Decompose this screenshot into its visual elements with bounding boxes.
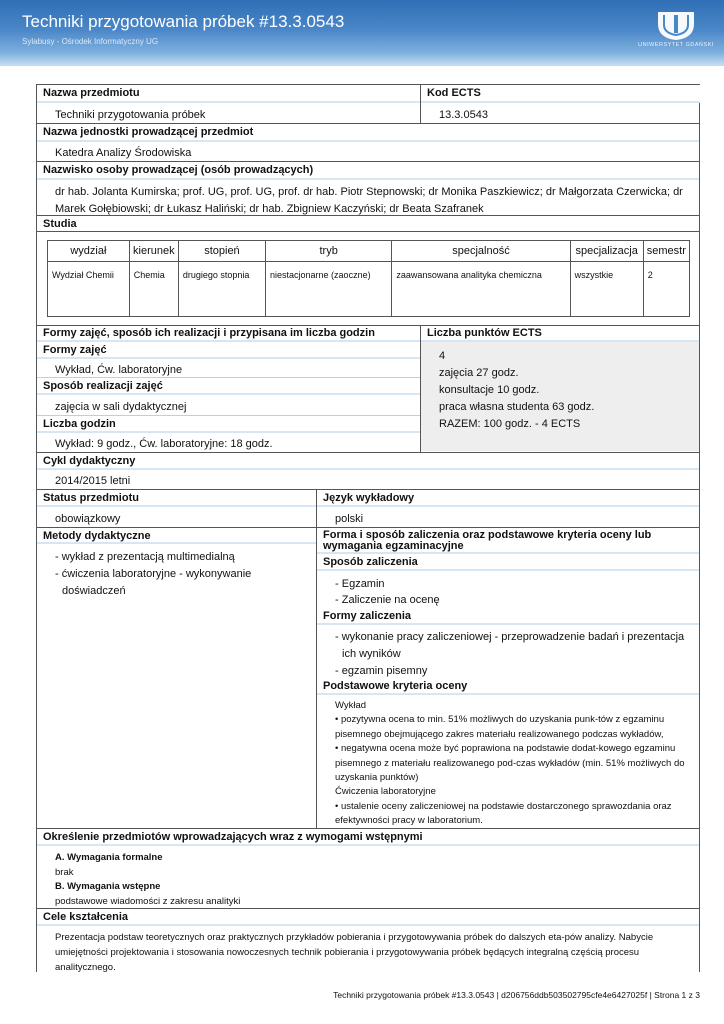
- formal-req-value: brak: [55, 866, 74, 878]
- assessment-way-label: Sposób zaliczenia: [317, 554, 699, 571]
- criteria-line: efektywności pracy w laboratorium.: [335, 815, 483, 827]
- studies-cell: niestacjonarne (zaoczne): [266, 262, 392, 317]
- criteria-line: uzyskania punktów): [335, 772, 419, 784]
- ects-line: RAZEM: 100 godz. - 4 ECTS: [439, 418, 581, 430]
- methods-item-continuation: doświadczeń: [62, 585, 126, 597]
- assessment-forms-item: - wykonanie pracy zaliczeniowej - przeprowadzenie badań i prezentacja: [335, 631, 685, 643]
- assessment-way-list: [317, 576, 699, 608]
- class-forms-value: Wykład, Ćw. laboratoryjne: [55, 364, 183, 376]
- page-subtitle: Sylabusy - Ośrodek Informatyczny UG: [22, 37, 159, 46]
- goals-line: Prezentacja podstaw teoretycznych oraz praktycznych przykładów pobierania i przygotowywania próbek do dalszych eta-pów analizy. Nabycie: [55, 932, 654, 943]
- criteria-line: Ćwiczenia laboratoryjne: [335, 786, 436, 798]
- methods-item: - ćwiczenia laboratoryjne - wykonywanie: [55, 568, 252, 580]
- criteria-line: • pozytywna ocena to min. 51% możliwych do uzyskania punk-tów z egzaminu: [335, 714, 665, 726]
- goals-line: analitycznego.: [55, 962, 116, 973]
- studies-cell: Wydział Chemii: [48, 262, 130, 317]
- studies-header-cell: specjalizacja: [570, 241, 643, 262]
- ects-code-label: Kod ECTS: [421, 85, 700, 103]
- studies-cell: zaawansowana analityka chemiczna: [392, 262, 570, 317]
- methods-list: [37, 549, 316, 600]
- hours-value: Wykład: 9 godz., Ćw. laboratoryjne: 18 godz.: [55, 438, 273, 450]
- methods-label: Metody dydaktyczne: [37, 528, 316, 544]
- assessment-way-item: - Egzamin: [335, 578, 385, 590]
- ects-line: zajęcia 27 godz.: [439, 367, 519, 379]
- ects-line: konsultacje 10 godz.: [439, 384, 540, 396]
- assessment-forms-item-continuation: ich wyników: [342, 648, 401, 660]
- assessment-forms-label: Formy zaliczenia: [317, 608, 699, 625]
- studies-header-cell: specjalność: [392, 241, 570, 262]
- forms-section-label: Formy zajęć, sposób ich realizacji i przypisana im liczba godzin: [37, 326, 420, 342]
- studies-header-row: [48, 241, 690, 262]
- studies-header-cell: kierunek: [129, 241, 178, 262]
- ects-line: 4: [439, 350, 446, 362]
- course-name-label: Nazwa przedmiotu: [37, 85, 420, 103]
- criteria-line: • ustalenie oceny zaliczeniowej na podstawie dostarczonego sprawozdania oraz: [335, 800, 672, 812]
- assessment-forms-list: [317, 629, 699, 680]
- studies-header-cell: tryb: [266, 241, 392, 262]
- studies-cell: Chemia: [129, 262, 178, 317]
- studies-header-cell: wydział: [48, 241, 130, 262]
- studies-header-cell: semestr: [643, 241, 689, 262]
- criteria-label: Podstawowe kryteria oceny: [317, 678, 699, 695]
- university-emblem-icon: [636, 8, 716, 42]
- goals-line: umiejętności projektowania i stosowania nowoczesnych technik pobierania i przygotowywania próbek będących integralną częścią procesu: [55, 947, 640, 958]
- language-value: polski: [335, 513, 364, 525]
- methods-item: - wykład z prezentacją multimedialną: [55, 551, 235, 563]
- ects-points-label: Liczba punktów ECTS: [421, 326, 699, 342]
- page-title: Techniki przygotowania próbek #13.3.0543: [22, 12, 345, 31]
- goals-text: [37, 930, 699, 975]
- assessment-way-item: - Zaliczenie na ocenę: [335, 594, 440, 606]
- ects-breakdown: [421, 348, 699, 433]
- studies-data-row: [48, 262, 690, 317]
- logo-text: UNIWERSYTET GDAŃSKI: [638, 42, 714, 48]
- prereq-content: [37, 851, 699, 909]
- page-footer: Techniki przygotowania próbek #13.3.0543 | d206756ddb503502795cfe4e6427025f | Strona 1 z 3: [333, 990, 700, 1000]
- status-label: Status przedmiotu: [37, 490, 316, 507]
- studies-cell: drugiego stopnia: [178, 262, 265, 317]
- studies-cell: wszystkie: [570, 262, 643, 317]
- method-label: Sposób realizacji zajęć: [37, 378, 420, 395]
- prior-req-label: B. Wymagania wstępne: [55, 881, 161, 892]
- assessment-label: Forma i sposób zaliczenia oraz podstawowe kryteria oceny lub wymagania egzaminacyjne: [317, 528, 699, 554]
- page-header: [0, 0, 724, 66]
- criteria-text: [317, 699, 699, 829]
- university-logo: [636, 8, 716, 52]
- prereq-label: Określenie przedmiotów wprowadzających wraz z wymogami wstępnymi: [37, 829, 699, 846]
- course-name-value: Techniki przygotowania próbek: [55, 109, 206, 121]
- teachers-line: Marek Gołębiowski; dr Łukasz Haliński; dr hab. Zbigniew Kaczyński; dr Beata Szafranek: [55, 203, 484, 215]
- formal-req-label: A. Wymagania formalne: [55, 852, 163, 863]
- unit-value: Katedra Analizy Środowiska: [55, 147, 192, 159]
- teachers-value: [37, 184, 699, 218]
- prior-req-value: podstawowe wiadomości z zakresu analityki: [55, 895, 241, 907]
- language-label: Język wykładowy: [317, 490, 699, 507]
- syllabus-document: [36, 84, 700, 972]
- studies-cell: 2: [643, 262, 689, 317]
- class-forms-label: Formy zajęć: [37, 342, 420, 359]
- studies-table: [47, 240, 690, 317]
- criteria-line: Wykład: [335, 700, 367, 711]
- studies-header-cell: stopień: [178, 241, 265, 262]
- cycle-label: Cykl dydaktyczny: [37, 453, 699, 470]
- hours-label: Liczba godzin: [37, 416, 420, 433]
- status-value: obowiązkowy: [55, 513, 121, 525]
- teachers-line: dr hab. Jolanta Kumirska; prof. UG, prof. UG, prof. dr hab. Piotr Stepnowski; dr Monika Paszkiewicz; dr Małgorzata Czerwicka; dr: [55, 186, 683, 198]
- goals-label: Cele kształcenia: [37, 909, 699, 926]
- criteria-line: pisemnego obejmującego zakres materiału realizowanego podczas wykładów,: [335, 728, 664, 740]
- teachers-label: Nazwisko osoby prowadzącej (osób prowadzących): [37, 162, 699, 180]
- method-value: zajęcia w sali dydaktycznej: [55, 401, 187, 413]
- assessment-forms-item: - egzamin pisemny: [335, 665, 428, 677]
- criteria-line: • negatywna ocena może być poprawiona na podstawie dodat-kowego egzaminu: [335, 743, 676, 755]
- studies-label: Studia: [37, 216, 699, 232]
- ects-line: praca własna studenta 63 godz.: [439, 401, 595, 413]
- criteria-line: pisemnego z materiału realizowanego pod-czas wykładów (min. 51% możliwych do: [335, 757, 685, 769]
- cycle-value: 2014/2015 letni: [55, 475, 131, 487]
- unit-label: Nazwa jednostki prowadzącej przedmiot: [37, 124, 699, 142]
- ects-code-value: 13.3.0543: [439, 109, 488, 121]
